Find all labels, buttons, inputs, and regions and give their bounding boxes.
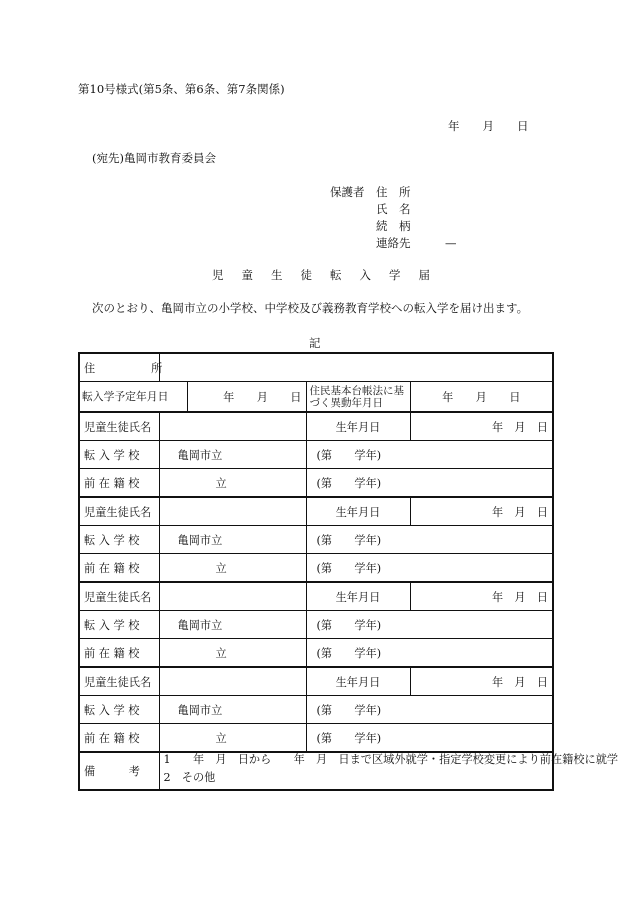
birth-date-field[interactable]: 年 月 日 bbox=[410, 412, 553, 441]
previous-grade-field[interactable]: (第 学年) bbox=[306, 724, 553, 753]
student-4-transfer-row bbox=[79, 696, 553, 724]
student-name-field[interactable] bbox=[159, 412, 306, 441]
birth-date-field[interactable]: 年 月 日 bbox=[410, 497, 553, 526]
previous-school-field[interactable]: 立 bbox=[159, 639, 306, 668]
guardian-label: 保護者 bbox=[330, 185, 365, 199]
remarks-item-1: 1 年 月 日から 年 月 日まで区域外就学・指定学校変更により前在籍校に就学 bbox=[163, 753, 619, 766]
student-2-name-row bbox=[79, 497, 553, 526]
birth-date-field[interactable]: 年 月 日 bbox=[410, 582, 553, 611]
transfer-grade-field[interactable]: (第 学年) bbox=[306, 696, 553, 724]
address-field[interactable] bbox=[159, 353, 553, 382]
student-3-transfer-row bbox=[79, 611, 553, 639]
previous-school-field[interactable]: 立 bbox=[159, 554, 306, 583]
transfer-grade-field[interactable]: (第 学年) bbox=[306, 611, 553, 639]
transfer-school-label: 転 入 学 校 bbox=[79, 696, 159, 724]
entry-date-field[interactable]: 年 月 日 bbox=[187, 382, 306, 413]
entry-date-label: 転入学予定年月日 bbox=[79, 382, 187, 413]
ki-label: 記 bbox=[309, 336, 321, 350]
student-name-field[interactable] bbox=[159, 497, 306, 526]
transfer-school-field[interactable]: 亀岡市立 bbox=[159, 526, 306, 554]
student-1-transfer-row bbox=[79, 441, 553, 469]
student-1-prev-row bbox=[79, 469, 553, 498]
remarks-field[interactable] bbox=[159, 752, 619, 790]
student-1-name-row bbox=[79, 412, 553, 441]
transfer-school-label: 転 入 学 校 bbox=[79, 526, 159, 554]
previous-grade-field[interactable]: (第 学年) bbox=[306, 469, 553, 498]
transfer-school-field[interactable]: 亀岡市立 bbox=[159, 611, 306, 639]
student-4-name-row bbox=[79, 667, 553, 696]
student-2-transfer-row bbox=[79, 526, 553, 554]
form-number: 第10号様式(第5条、第6条、第7条関係) bbox=[78, 82, 285, 96]
birth-date-label: 生年月日 bbox=[306, 667, 410, 696]
guardian-contact-label: 連絡先 bbox=[376, 236, 411, 250]
contact-dash: — bbox=[445, 236, 457, 250]
student-2-prev-row bbox=[79, 554, 553, 583]
student-3-name-row bbox=[79, 582, 553, 611]
submission-date: 年 月 日 bbox=[448, 119, 529, 133]
guardian-relation-label: 続 柄 bbox=[376, 219, 411, 233]
previous-grade-field[interactable]: (第 学年) bbox=[306, 639, 553, 668]
student-name-label: 児童生徒氏名 bbox=[79, 582, 159, 611]
student-3-prev-row bbox=[79, 639, 553, 668]
address-label: 住 所 bbox=[79, 353, 159, 382]
transfer-school-field[interactable]: 亀岡市立 bbox=[159, 696, 306, 724]
student-4-prev-row bbox=[79, 724, 553, 753]
student-name-field[interactable] bbox=[159, 667, 306, 696]
previous-school-label: 前 在 籍 校 bbox=[79, 724, 159, 753]
resident-change-date-field[interactable]: 年 月 日 bbox=[410, 382, 553, 413]
address-row bbox=[79, 353, 553, 382]
entry-date-row bbox=[79, 382, 553, 413]
previous-school-label: 前 在 籍 校 bbox=[79, 554, 159, 583]
birth-date-label: 生年月日 bbox=[306, 497, 410, 526]
previous-school-field[interactable]: 立 bbox=[159, 724, 306, 753]
previous-school-label: 前 在 籍 校 bbox=[79, 639, 159, 668]
guardian-name-label: 氏 名 bbox=[376, 202, 411, 216]
transfer-grade-field[interactable]: (第 学年) bbox=[306, 441, 553, 469]
previous-school-field[interactable]: 立 bbox=[159, 469, 306, 498]
student-name-label: 児童生徒氏名 bbox=[79, 412, 159, 441]
document-title: 児童生徒転入学届 bbox=[212, 268, 448, 282]
remarks-row bbox=[79, 752, 553, 790]
transfer-school-label: 転 入 学 校 bbox=[79, 611, 159, 639]
birth-date-field[interactable]: 年 月 日 bbox=[410, 667, 553, 696]
student-name-field[interactable] bbox=[159, 582, 306, 611]
remarks-label: 備 考 bbox=[79, 752, 159, 790]
addressee: (宛先)亀岡市教育委員会 bbox=[92, 151, 216, 165]
previous-grade-field[interactable]: (第 学年) bbox=[306, 554, 553, 583]
transfer-form-table bbox=[78, 352, 619, 791]
remarks-item-2: 2 その他 bbox=[163, 771, 216, 784]
birth-date-label: 生年月日 bbox=[306, 412, 410, 441]
student-name-label: 児童生徒氏名 bbox=[79, 667, 159, 696]
birth-date-label: 生年月日 bbox=[306, 582, 410, 611]
intro-text: 次のとおり、亀岡市立の小学校、中学校及び義務教育学校への転入学を届け出ます。 bbox=[92, 301, 529, 315]
guardian-address-label: 住 所 bbox=[376, 185, 411, 199]
transfer-school-label: 転 入 学 校 bbox=[79, 441, 159, 469]
previous-school-label: 前 在 籍 校 bbox=[79, 469, 159, 498]
resident-change-label: 住民基本台帳法に基づく異動年月日 bbox=[306, 382, 410, 413]
student-name-label: 児童生徒氏名 bbox=[79, 497, 159, 526]
transfer-grade-field[interactable]: (第 学年) bbox=[306, 526, 553, 554]
transfer-school-field[interactable]: 亀岡市立 bbox=[159, 441, 306, 469]
